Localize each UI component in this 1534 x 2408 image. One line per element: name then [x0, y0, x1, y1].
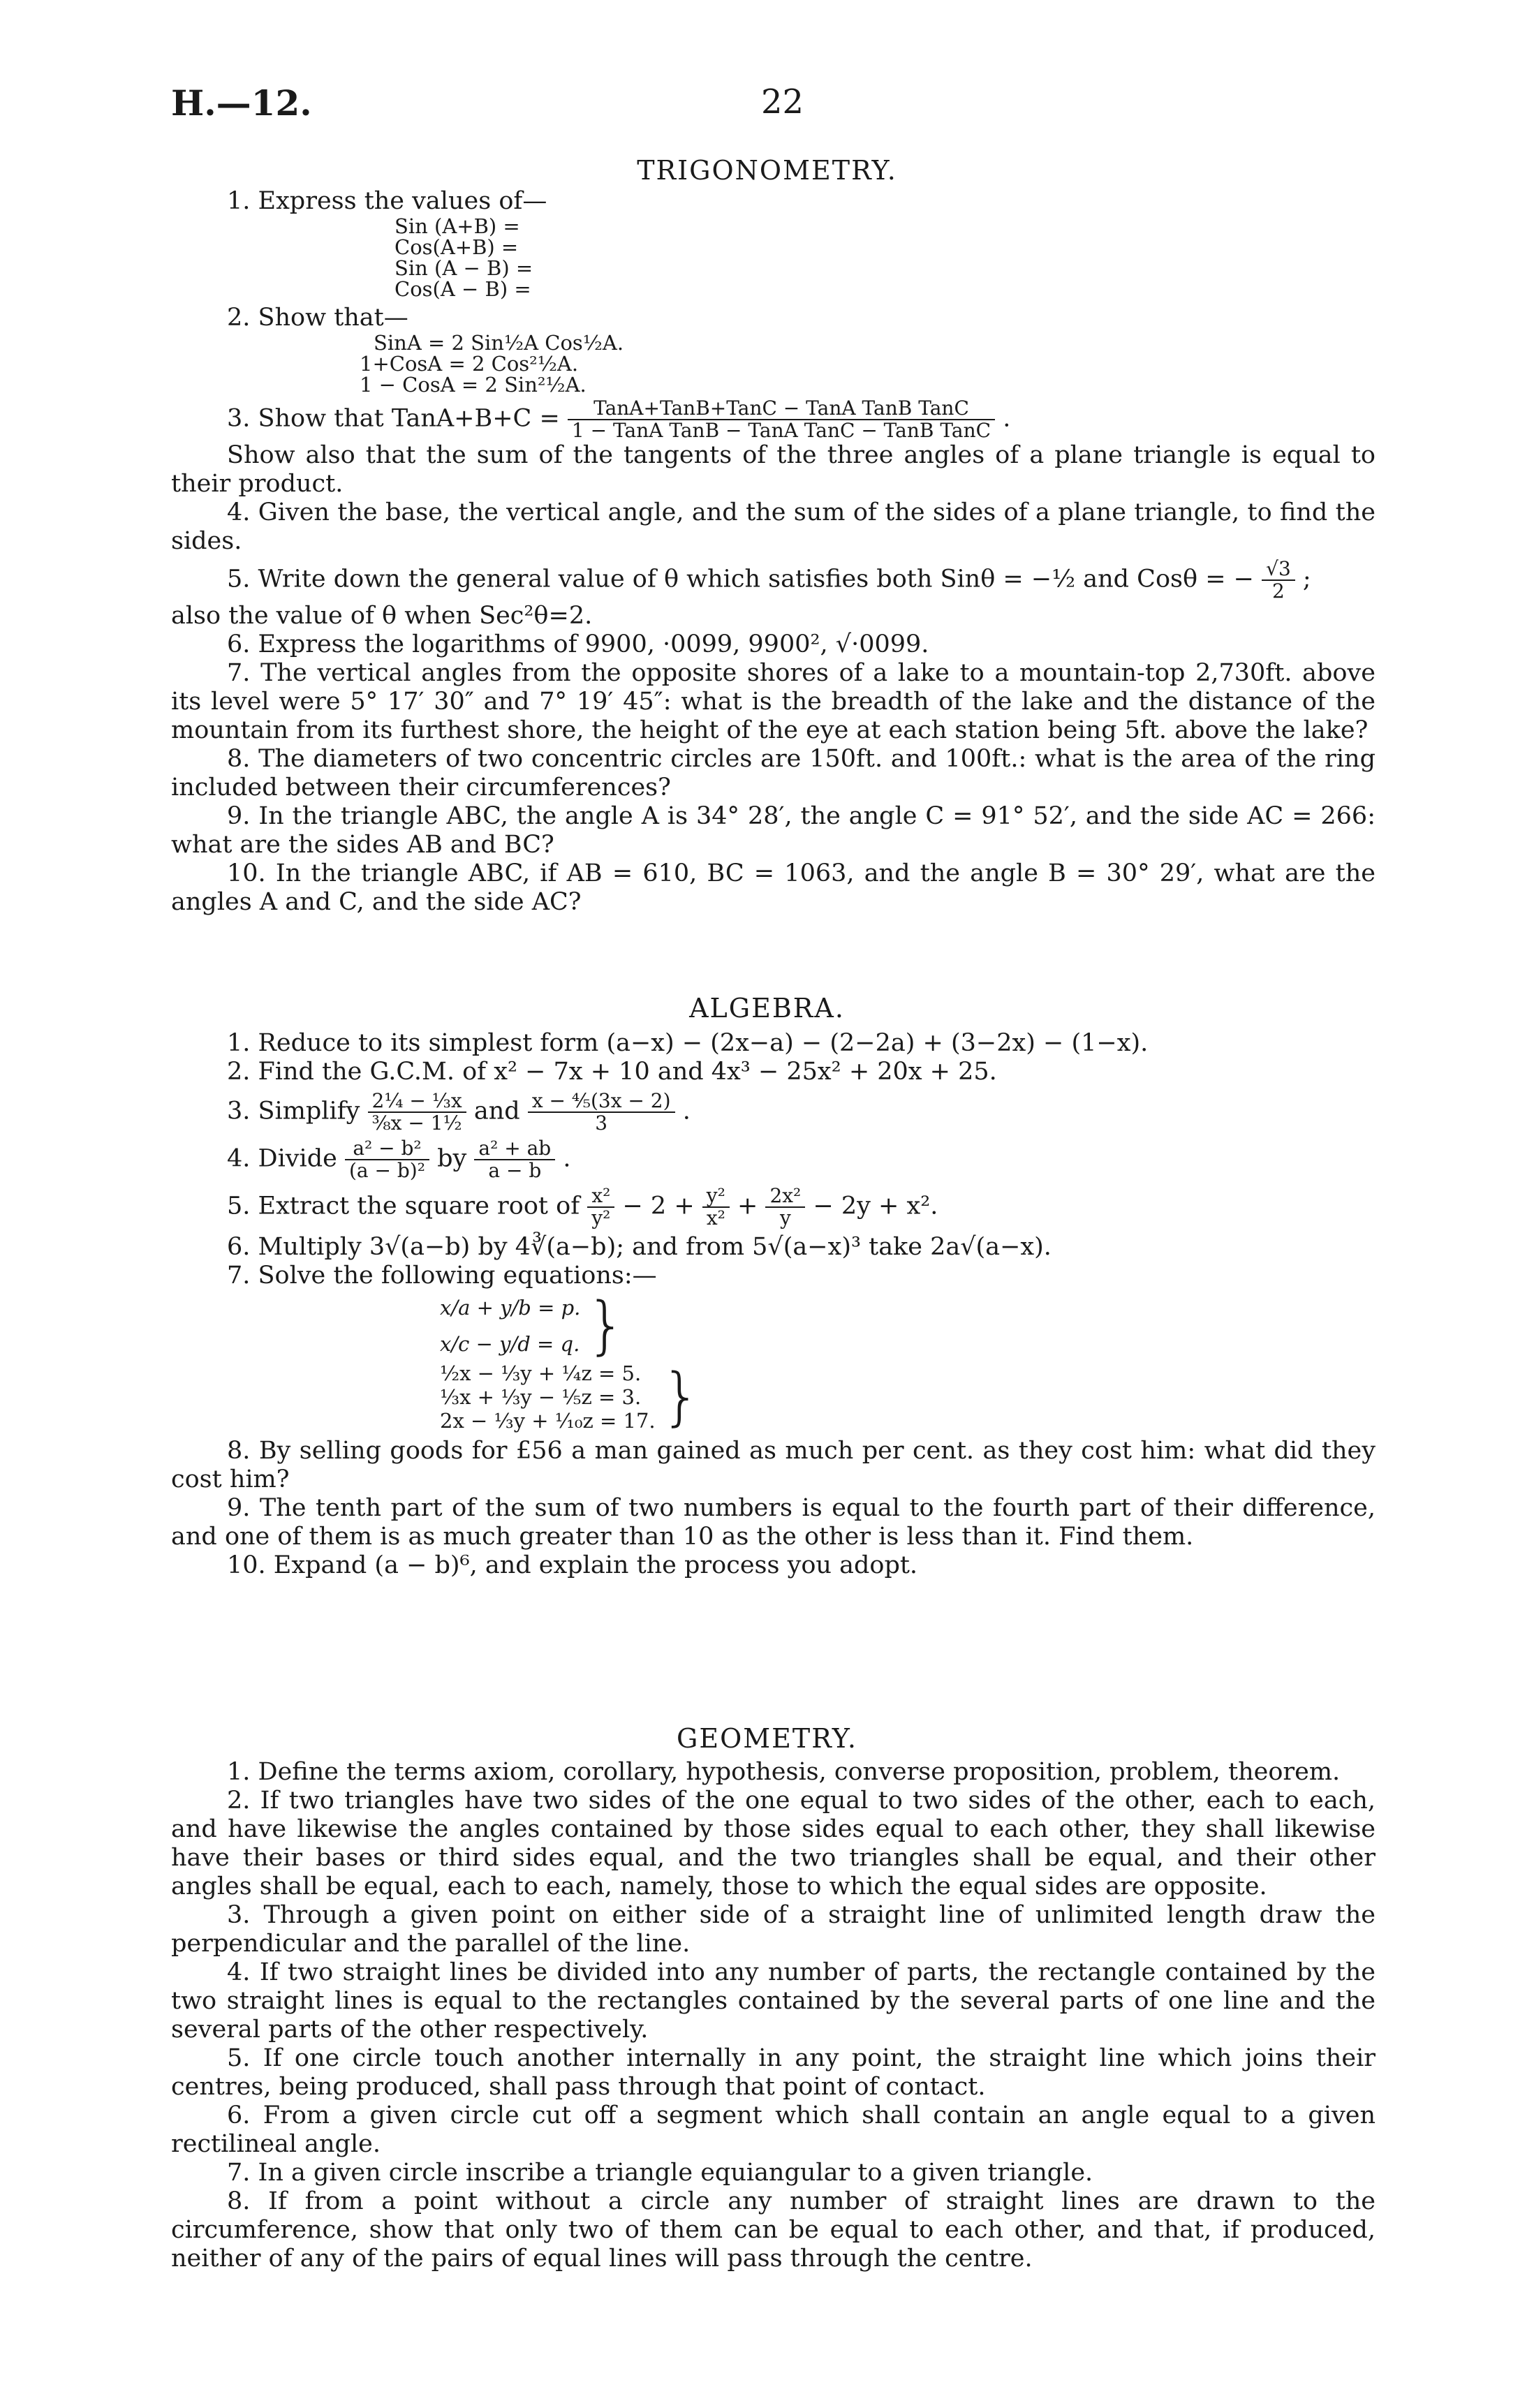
section-trigonometry [171, 187, 1376, 917]
fraction-denominator: y² [591, 1206, 611, 1229]
trig-q2-item: 1+CosA = 2 Cos²½A. [360, 352, 579, 376]
geometry-question-6: 6. From a given circle cut off a segment which shall contain an angle equal to a given rectilineal angle. [171, 2102, 1376, 2158]
fraction-numerator: 2¼ − ⅓x [368, 1091, 466, 1113]
geometry-question-8: 8. If from a point without a circle any number of straight lines are drawn to the circumference, show that only two of them can be equal to each other, and that, if produced, neither of any of the pairs of equal lines will pass through the centre. [171, 2187, 1376, 2273]
geometry-question-1: 1. Define the terms axiom, corollary, hypothesis, converse proposition, problem, theorem. [227, 1758, 1341, 1786]
fraction-numerator: √3 [1262, 559, 1295, 581]
algebra-question-5 [171, 1185, 1376, 1229]
section-title-geometry: GEOMETRY. [677, 1723, 857, 1754]
section-algebra [171, 1029, 1376, 1580]
equation-set-1 [440, 1289, 1376, 1362]
fraction-denominator: a − b [488, 1159, 542, 1182]
algebra-q5-mid-2: + [737, 1192, 758, 1220]
algebra-q3-fraction-1 [368, 1091, 466, 1134]
trig-q2-item: SinA = 2 Sin½A Cos½A. [374, 331, 624, 355]
trig-q1-item: Cos(A − B) = [394, 277, 531, 301]
page-number: 22 [761, 82, 804, 121]
section-geometry [171, 1758, 1376, 2273]
equation-lines [440, 1361, 656, 1433]
document-reference: H.—12. [171, 82, 312, 124]
equation-line: 2x − ⅓y + ⅟₁₀z = 17. [440, 1409, 656, 1433]
algebra-question-10: 10. Expand (a − b)⁶, and explain the process you adopt. [227, 1551, 918, 1579]
trig-q2-item: 1 − CosA = 2 Sin²½A. [360, 373, 587, 397]
algebra-q5-fraction-3 [765, 1185, 805, 1229]
algebra-q3-fraction-2 [528, 1091, 675, 1134]
equation-set-2 [440, 1361, 1376, 1433]
equation-line: ⅓x + ⅓y − ⅕z = 3. [440, 1385, 642, 1409]
equation-line: x/c − y/d = q. [440, 1332, 580, 1356]
trig-q1-item: Sin (A − B) = [394, 256, 533, 280]
trig-q3-suffix: . [1003, 404, 1011, 433]
algebra-question-8: 8. By selling goods for £56 a man gained as much per cent. as they cost him: what did they cost him? [171, 1437, 1376, 1493]
trig-question-9: 9. In the triangle ABC, the angle A is 34° 28′, the angle C = 91° 52′, and the side AC = 266: what are the sides AB and BC? [171, 802, 1376, 859]
algebra-question-4 [171, 1138, 1376, 1181]
brace-icon: } [586, 1289, 626, 1362]
trig-question-1: 1. Express the values of— [227, 187, 547, 215]
trig-q1-item: Sin (A+B) = [394, 214, 520, 238]
trig-q5-suffix: ; [1302, 565, 1311, 593]
trig-question-10: 10. In the triangle ABC, if AB = 610, BC = 1063, and the angle B = 30° 29′, what are the angles A and C, and the side AC? [171, 859, 1376, 916]
fraction-numerator: a² + ab [474, 1138, 555, 1160]
algebra-question-3 [171, 1091, 1376, 1134]
trig-q3-prefix: 3. Show that TanA+B+C = [227, 404, 560, 433]
fraction-numerator: 2x² [765, 1185, 805, 1208]
fraction-denominator: 3 [595, 1111, 608, 1135]
trig-question-3 [171, 398, 1376, 441]
fraction-numerator: TanA+TanB+TanC − TanA TanB TanC [568, 398, 995, 420]
fraction-denominator: 2 [1272, 579, 1285, 603]
algebra-q5-fraction-2 [702, 1185, 730, 1229]
trig-question-3b: Show also that the sum of the tangents of the three angles of a plane triangle is equal to their product. [171, 441, 1376, 498]
algebra-q4-fraction-2 [474, 1138, 555, 1181]
geometry-question-5: 5. If one circle touch another internally in any point, the straight line which joins their centres, being produced, shall pass through that point of contact. [171, 2044, 1376, 2101]
algebra-question-2: 2. Find the G.C.M. of x² − 7x + 10 and 4x³ − 25x² + 20x + 25. [227, 1058, 997, 1086]
algebra-q4-suffix: . [563, 1144, 571, 1173]
equation-line: x/a + y/b = p. [440, 1296, 581, 1320]
algebra-q3-suffix: . [682, 1097, 691, 1125]
trig-question-7: 7. The vertical angles from the opposite shores of a lake to a mountain-top 2,730ft. above its level were 5° 17′ 30″ and 7° 19′ 45″: what is the breadth of the lake and the distance of the mountain from its furthest shore, the height of the eye at each station being 5ft. above the lake? [171, 659, 1376, 744]
geometry-question-2: 2. If two triangles have two sides of the one equal to two sides of the other, each to each, and have likewise the angles contained by those sides equal to each other, they shall likewise have their bases or third sides equal, and the two triangles shall be equal, and their other angles shall be equal, each to each, namely, those to which the equal sides are opposite. [171, 1787, 1376, 1900]
geometry-question-4: 4. If two straight lines be divided into any number of parts, the rectangle contained by the two straight lines is equal to the rectangles contained by the several parts of one line and the several parts of the other respectively. [171, 1958, 1376, 2044]
algebra-q3-mid: and [473, 1097, 520, 1125]
algebra-question-6: 6. Multiply 3√(a−b) by 4∛(a−b); and from 5√(a−x)³ take 2a√(a−x). [227, 1233, 1052, 1261]
equation-lines [440, 1296, 580, 1356]
trig-question-5b: also the value of θ when Sec²θ=2. [171, 602, 593, 630]
trig-q5-fraction [1262, 559, 1295, 602]
algebra-question-1: 1. Reduce to its simplest form (a−x) − (2x−a) − (2−2a) + (3−2x) − (1−x). [227, 1029, 1149, 1057]
algebra-question-7: 7. Solve the following equations:— [227, 1262, 657, 1290]
trig-question-6: 6. Express the logarithms of 9900, ·0099, 9900², √·0099. [227, 630, 929, 658]
section-title-trigonometry: TRIGONOMETRY. [637, 155, 897, 186]
fraction-numerator: y² [702, 1185, 730, 1208]
fraction-numerator: a² − b² [345, 1138, 429, 1160]
trig-q1-item: Cos(A+B) = [394, 235, 519, 259]
equation-line: ½x − ⅓y + ¼z = 5. [440, 1361, 642, 1385]
trig-q3-fraction [568, 398, 995, 441]
algebra-q4-mid: by [437, 1144, 467, 1173]
fraction-numerator: x² [587, 1185, 614, 1208]
geometry-question-7: 7. In a given circle inscribe a triangle equiangular to a given triangle. [227, 2159, 1093, 2187]
trig-question-5 [171, 559, 1376, 602]
algebra-q4-fraction-1 [345, 1138, 429, 1181]
algebra-q5-prefix: 5. Extract the square root of [227, 1192, 580, 1220]
algebra-q5-mid-1: − 2 + [622, 1192, 695, 1220]
algebra-q4-prefix: 4. Divide [227, 1144, 337, 1173]
fraction-denominator: x² [706, 1206, 725, 1229]
trig-question-4: 4. Given the base, the vertical angle, and the sum of the sides of a plane triangle, to find the sides. [171, 498, 1376, 555]
brace-icon: } [661, 1360, 701, 1433]
trig-question-8: 8. The diameters of two concentric circles are 150ft. and 100ft.: what is the area of the ring included between their circumferences? [171, 745, 1376, 802]
algebra-question-9: 9. The tenth part of the sum of two numbers is equal to the fourth part of their difference, and one of them is as much greater than 10 as the other is less than it. Find them. [171, 1494, 1376, 1551]
trig-question-2: 2. Show that— [227, 304, 408, 332]
fraction-denominator: ⅜x − 1½ [371, 1111, 462, 1135]
geometry-question-3: 3. Through a given point on either side of a straight line of unlimited length draw the perpendicular and the parallel of the line. [171, 1901, 1376, 1958]
algebra-q5-fraction-1 [587, 1185, 614, 1229]
algebra-q3-prefix: 3. Simplify [227, 1097, 360, 1125]
fraction-denominator: 1 − TanA TanB − TanA TanC − TanB TanC [571, 419, 991, 442]
algebra-q5-suffix: − 2y + x². [813, 1192, 938, 1220]
trig-q5-prefix: 5. Write down the general value of θ which satisfies both Sinθ = −½ and Cosθ = − [227, 565, 1254, 593]
fraction-denominator: (a − b)² [349, 1159, 425, 1182]
fraction-numerator: x − ⅘(3x − 2) [528, 1091, 675, 1113]
section-title-algebra: ALGEBRA. [689, 993, 845, 1024]
fraction-denominator: y [779, 1206, 791, 1229]
